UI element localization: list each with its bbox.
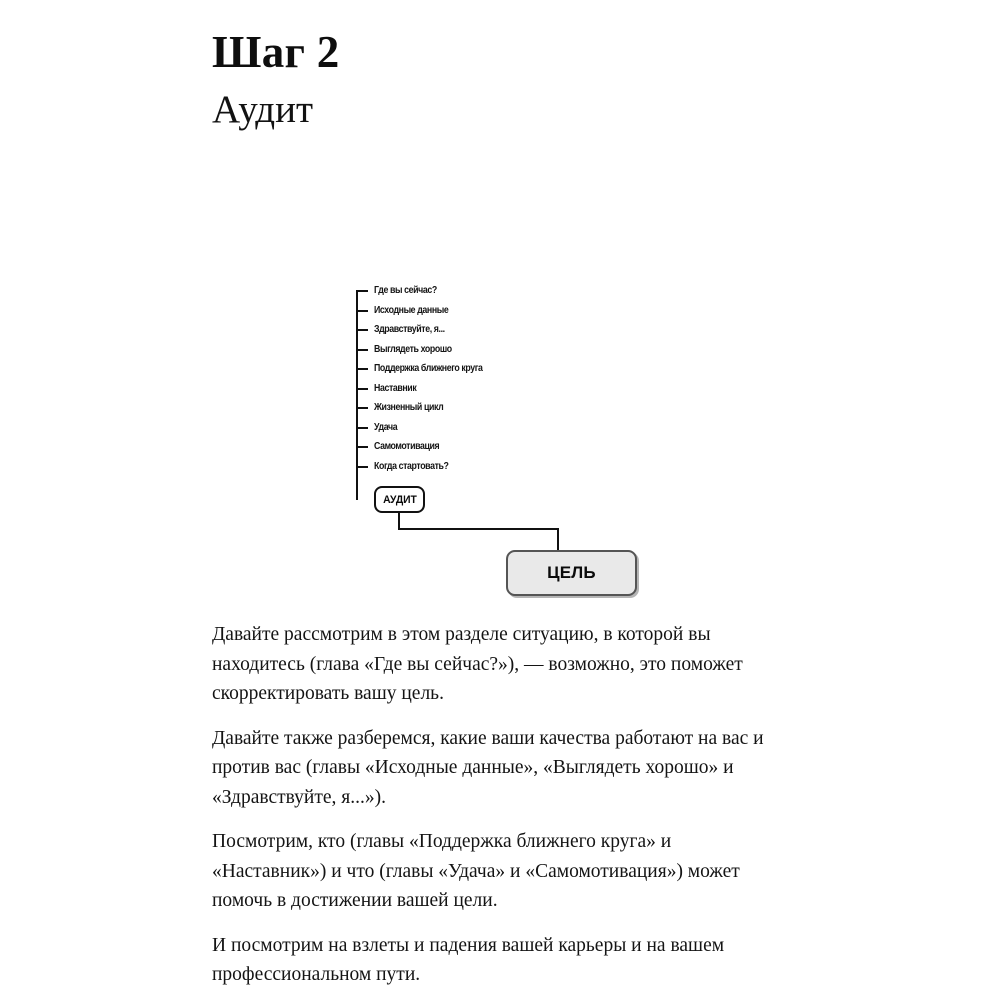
- body-copy: [212, 620, 784, 990]
- branch-label: Жизненный цикл: [374, 402, 444, 413]
- branch-stub-icon: [356, 388, 368, 390]
- branch-label: Где вы сейчас?: [374, 285, 437, 296]
- branch-stub-icon: [356, 446, 368, 448]
- goal-node-label: ЦЕЛЬ: [547, 563, 596, 582]
- audit-node: [374, 486, 425, 513]
- paragraph: Давайте также разберемся, какие ваши качества работают на вас и против вас (главы «Исходные данные», «Выглядеть хорошо» и «Здравствуйте, я...»).: [212, 727, 764, 808]
- page-subtitle: Аудит: [212, 88, 314, 131]
- page-title: Шаг 2: [212, 27, 340, 77]
- branch-label: Когда стартовать?: [374, 460, 449, 472]
- branch-stub-icon: [356, 407, 368, 409]
- branch-label: Удача: [374, 421, 398, 433]
- goal-node: [506, 550, 637, 596]
- branch-label: Самомотивация: [374, 441, 440, 452]
- branch-label: Наставник: [374, 382, 417, 394]
- connector-horizontal: [398, 528, 559, 530]
- paragraph: Давайте рассмотрим в этом разделе ситуацию, в которой вы находитесь (глава «Где вы сейчас?»), — возможно, это поможет скорректировать вашу цель.: [212, 624, 743, 704]
- branch-stub-icon: [356, 466, 368, 468]
- branch-stub-icon: [356, 290, 368, 292]
- connector-vertical-bottom: [557, 528, 559, 551]
- paragraph: Посмотрим, кто (главы «Поддержка ближнего круга» и «Наставник») и что (главы «Удача» и «Самомотивация») может помочь в достижении вашей цели.: [212, 831, 740, 911]
- audit-node-label: АУДИТ: [382, 493, 417, 506]
- branch-stub-icon: [356, 349, 368, 351]
- branch-stub-icon: [356, 368, 368, 370]
- branch-stub-icon: [356, 427, 368, 429]
- branch-label: Здравствуйте, я...: [374, 324, 445, 335]
- branch-stub-icon: [356, 329, 368, 331]
- audit-goal-diagram: [340, 280, 670, 610]
- diagram-trunk-line: [356, 291, 358, 500]
- branch-label: Исходные данные: [374, 304, 449, 316]
- page-heading: [212, 26, 812, 133]
- branch-stub-icon: [356, 310, 368, 312]
- branch-label: Поддержка ближнего круга: [374, 363, 483, 374]
- branch-label: Выглядеть хорошо: [374, 343, 452, 355]
- paragraph: И посмотрим на взлеты и падения вашей карьеры и на вашем профессиональном пути.: [212, 934, 725, 985]
